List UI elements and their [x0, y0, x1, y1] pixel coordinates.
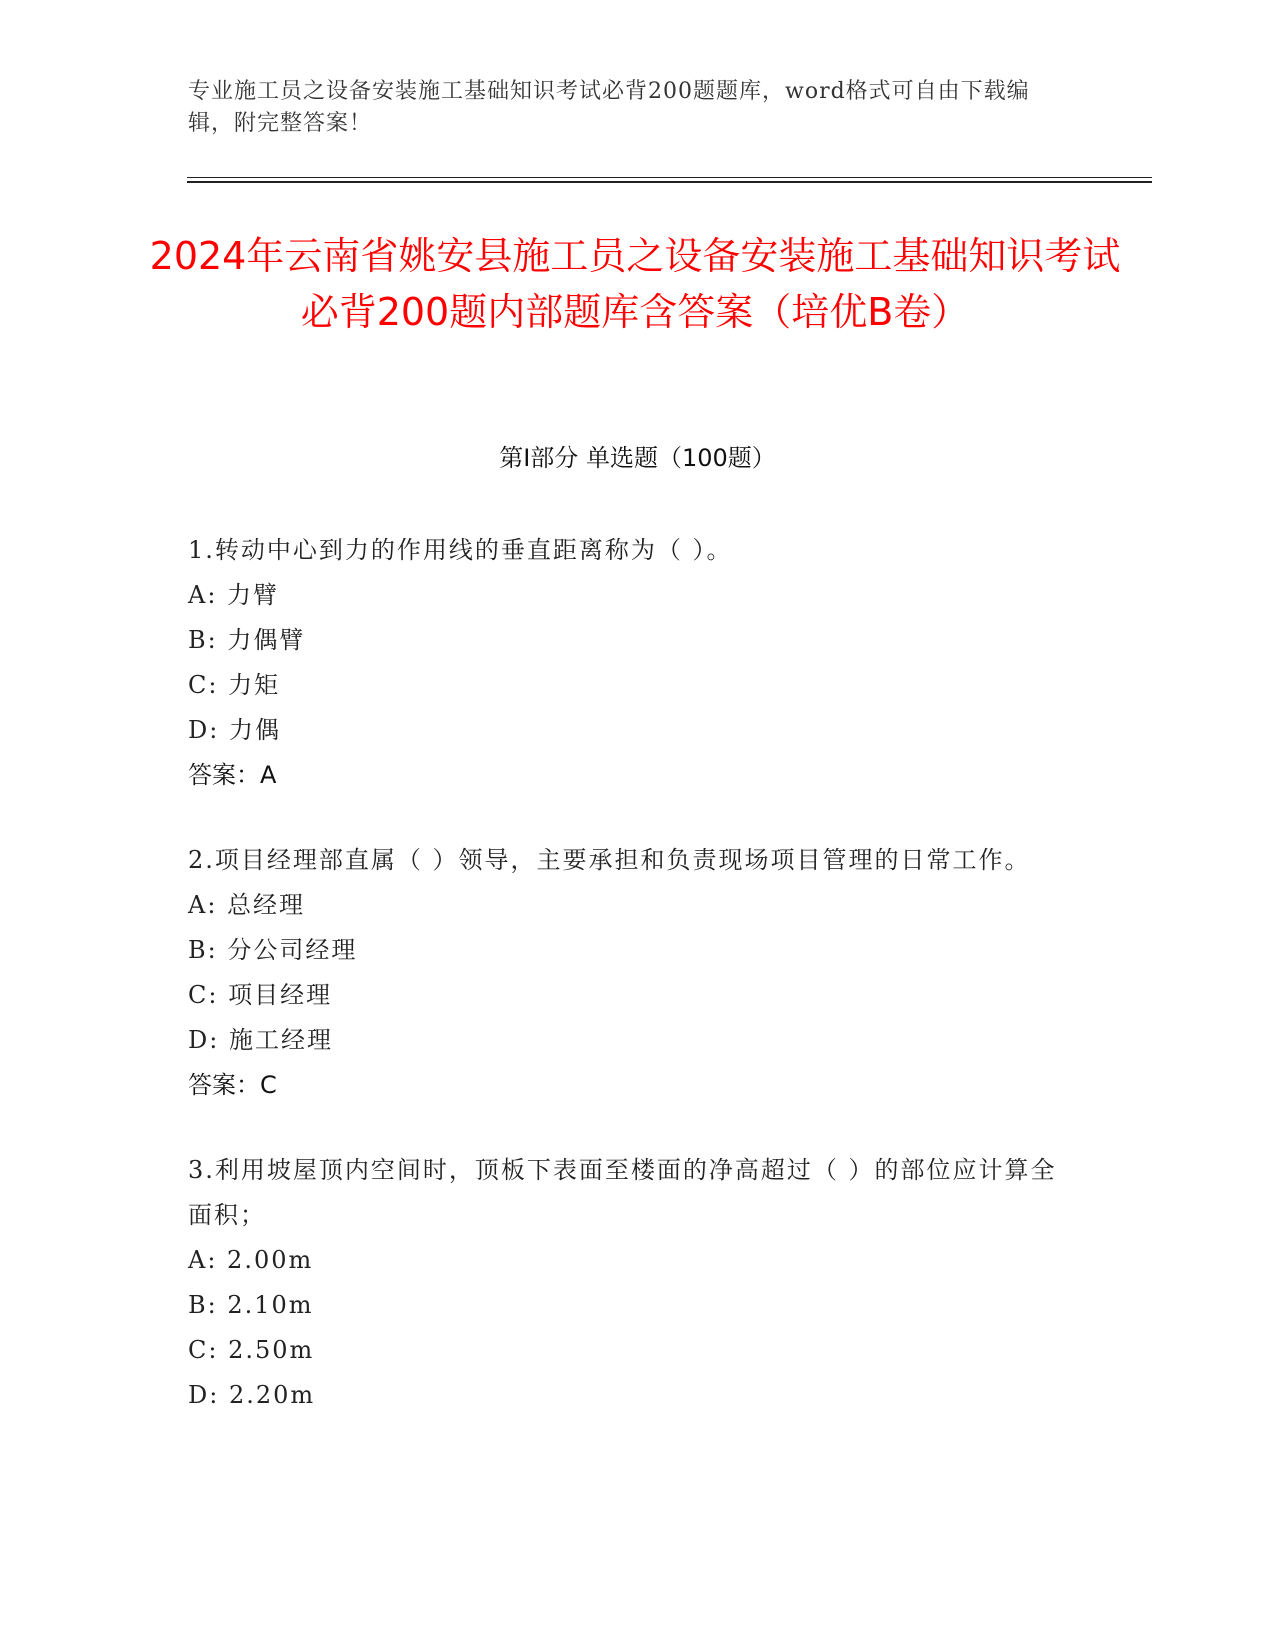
- header-note: 专业施工员之设备安装施工基础知识考试必背200题题库，word格式可自由下载编辑，附完整答案！: [188, 79, 1030, 136]
- option-d: D: 施工经理: [188, 1026, 333, 1054]
- header-rule-thin: [187, 177, 1152, 178]
- option-d: D: 力偶: [188, 716, 281, 744]
- option-c: C: 力矩: [188, 671, 281, 699]
- question-3: [188, 1148, 1078, 1418]
- option-b: B: 分公司经理: [188, 936, 358, 964]
- answer: 答案：C: [188, 1071, 277, 1099]
- option-b: B: 2.10m: [188, 1291, 314, 1319]
- header-rule-thick: [187, 181, 1152, 183]
- option-a: A: 力臂: [188, 581, 280, 609]
- question-list: [188, 528, 1078, 1458]
- option-b: B: 力偶臂: [188, 626, 306, 654]
- option-a: A: 2.00m: [188, 1246, 314, 1274]
- question-text: 3.利用坡屋顶内空间时，顶板下表面至楼面的净高超过（ ）的部位应计算全面积；: [188, 1156, 1057, 1229]
- question-2: [188, 838, 1078, 1108]
- section-title: 第I部分 单选题（100题）: [499, 444, 776, 472]
- option-c: C: 项目经理: [188, 981, 333, 1009]
- answer: 答案：A: [188, 761, 277, 789]
- question-text: 1.转动中心到力的作用线的垂直距离称为（ ）。: [188, 536, 733, 564]
- question-text: 2.项目经理部直属（ ）领导，主要承担和负责现场项目管理的日常工作。: [188, 846, 1031, 874]
- option-c: C: 2.50m: [188, 1336, 315, 1364]
- document-title: 2024年云南省姚安县施工员之设备安装施工基础知识考试必背200题内部题库含答案（培优B卷）: [149, 234, 1121, 334]
- option-a: A: 总经理: [188, 891, 306, 919]
- option-d: D: 2.20m: [188, 1381, 316, 1409]
- question-1: [188, 528, 1078, 798]
